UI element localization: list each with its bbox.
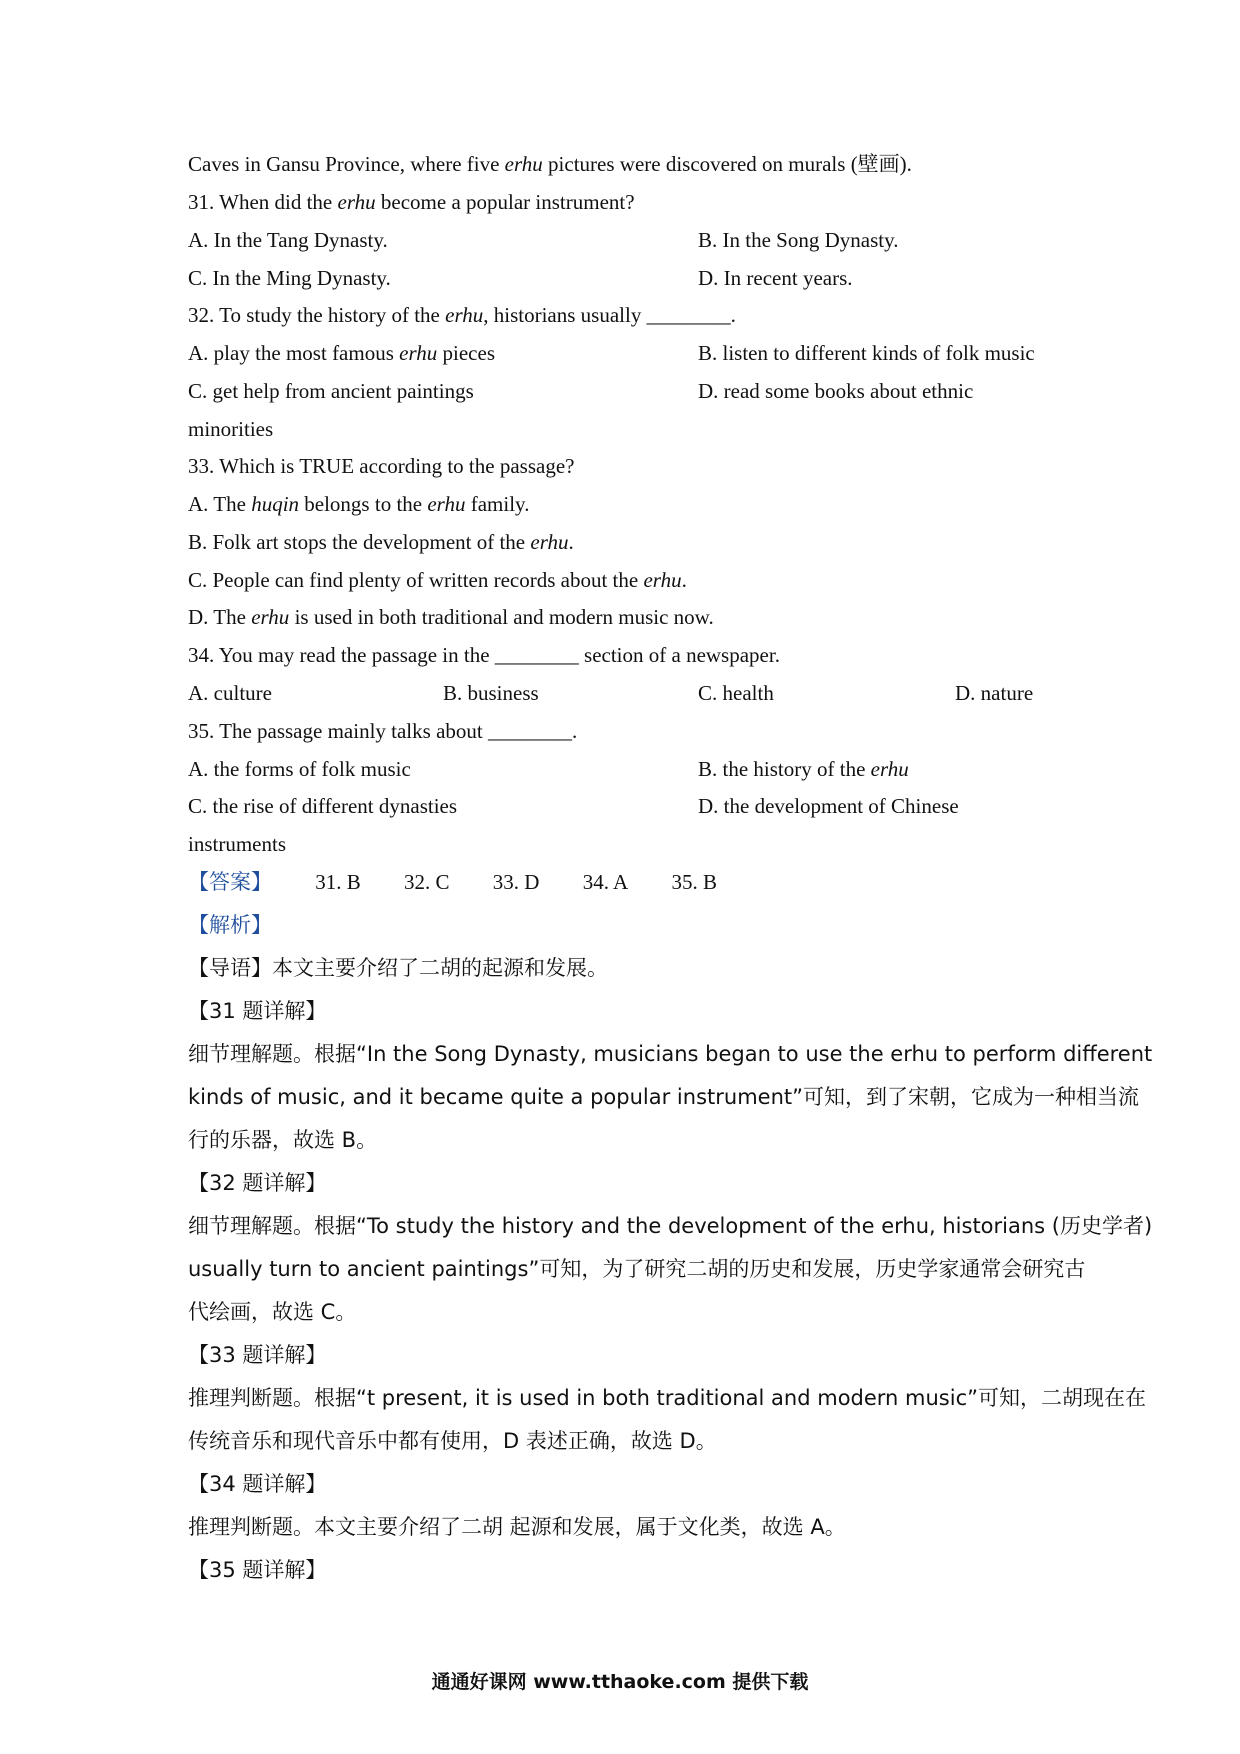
q34-option-d: D. nature (955, 681, 1034, 705)
q34-option-b: B. business (443, 681, 539, 705)
q33-option-d: D. The erhu is used in both traditional and modern music now. (188, 605, 714, 629)
q31-option-a: A. In the Tang Dynasty. (188, 228, 388, 252)
question-32-stem: 32. To study the history of the erhu, historians usually ________. (188, 303, 736, 327)
detail-34-line-1: 推理判断题。本文主要介绍了二胡 起源和发展，属于文化类，故选 A。 (188, 1515, 846, 1539)
q32-option-c: C. get help from ancient paintings (188, 379, 474, 403)
q34-option-c: C. health (698, 681, 774, 705)
detail-31-line-3: 行的乐器，故选 B。 (188, 1128, 378, 1152)
q35-option-a: A. the forms of folk music (188, 757, 411, 781)
detail-35-heading: 【35 题详解】 (188, 1558, 327, 1582)
answer-34: 34. A (582, 870, 629, 894)
q33-option-c: C. People can find plenty of written records about the erhu. (188, 568, 687, 592)
answer-label: 【答案】 (188, 870, 272, 894)
detail-33-heading: 【33 题详解】 (188, 1343, 327, 1367)
analysis-label: 【解析】 (188, 913, 272, 937)
q32-option-d: D. read some books about ethnic (698, 379, 974, 403)
q32-option-d-wrap: minorities (188, 417, 274, 441)
passage-last-line: Caves in Gansu Province, where five erhu pictures were discovered on murals (壁画). (188, 152, 912, 176)
detail-34-heading: 【34 题详解】 (188, 1472, 327, 1496)
detail-33-line-1: 推理判断题。根据“t present, it is used in both traditional and modern music”可知，二胡现在在 (188, 1386, 1147, 1410)
answer-33: 33. D (492, 870, 540, 894)
q35-option-c: C. the rise of different dynasties (188, 794, 458, 818)
page-footer: 通通好课网 www.tthaoke.com 提供下载 (431, 1671, 809, 1693)
detail-32-line-1: 细节理解题。根据“To study the history and the development of the erhu, historians (历史学者) (188, 1214, 1153, 1238)
detail-31-line-2: kinds of music, and it became quite a popular instrument”可知，到了宋朝，它成为一种相当流 (188, 1085, 1139, 1109)
question-35-stem: 35. The passage mainly talks about ________. (188, 719, 578, 743)
q32-option-a: A. play the most famous erhu pieces (188, 341, 495, 365)
answer-32: 32. C (404, 870, 450, 894)
q33-option-a: A. The huqin belongs to the erhu family. (188, 492, 530, 516)
question-33-stem: 33. Which is TRUE according to the passage? (188, 454, 575, 478)
detail-31-line-1: 细节理解题。根据“In the Song Dynasty, musicians began to use the erhu to perform different (188, 1042, 1153, 1066)
detail-32-heading: 【32 题详解】 (188, 1171, 327, 1195)
q31-option-c: C. In the Ming Dynasty. (188, 266, 391, 290)
answer-31: 31. B (315, 870, 361, 894)
q31-option-b: B. In the Song Dynasty. (698, 228, 899, 252)
q35-option-d-wrap: instruments (188, 832, 286, 856)
detail-32-line-2: usually turn to ancient paintings”可知，为了研究二胡的历史和发展，历史学家通常会研究古 (188, 1257, 1086, 1281)
question-31-stem: 31. When did the erhu become a popular instrument? (188, 190, 635, 214)
q32-option-b: B. listen to different kinds of folk music (698, 341, 1035, 365)
guide-text: 【导语】本文主要介绍了二胡的起源和发展。 (188, 956, 608, 980)
q35-option-b: B. the history of the erhu (698, 757, 909, 781)
answer-row (188, 868, 717, 896)
detail-31-heading: 【31 题详解】 (188, 999, 327, 1023)
detail-32-line-3: 代绘画，故选 C。 (188, 1300, 357, 1324)
detail-33-line-2: 传统音乐和现代音乐中都有使用，D 表述正确，故选 D。 (188, 1429, 717, 1453)
q35-option-d: D. the development of Chinese (698, 794, 959, 818)
q34-option-a: A. culture (188, 681, 272, 705)
q31-option-d: D. In recent years. (698, 266, 853, 290)
q33-option-b: B. Folk art stops the development of the erhu. (188, 530, 574, 554)
question-34-stem: 34. You may read the passage in the ________ section of a newspaper. (188, 643, 780, 667)
answer-35: 35. B (671, 870, 717, 894)
